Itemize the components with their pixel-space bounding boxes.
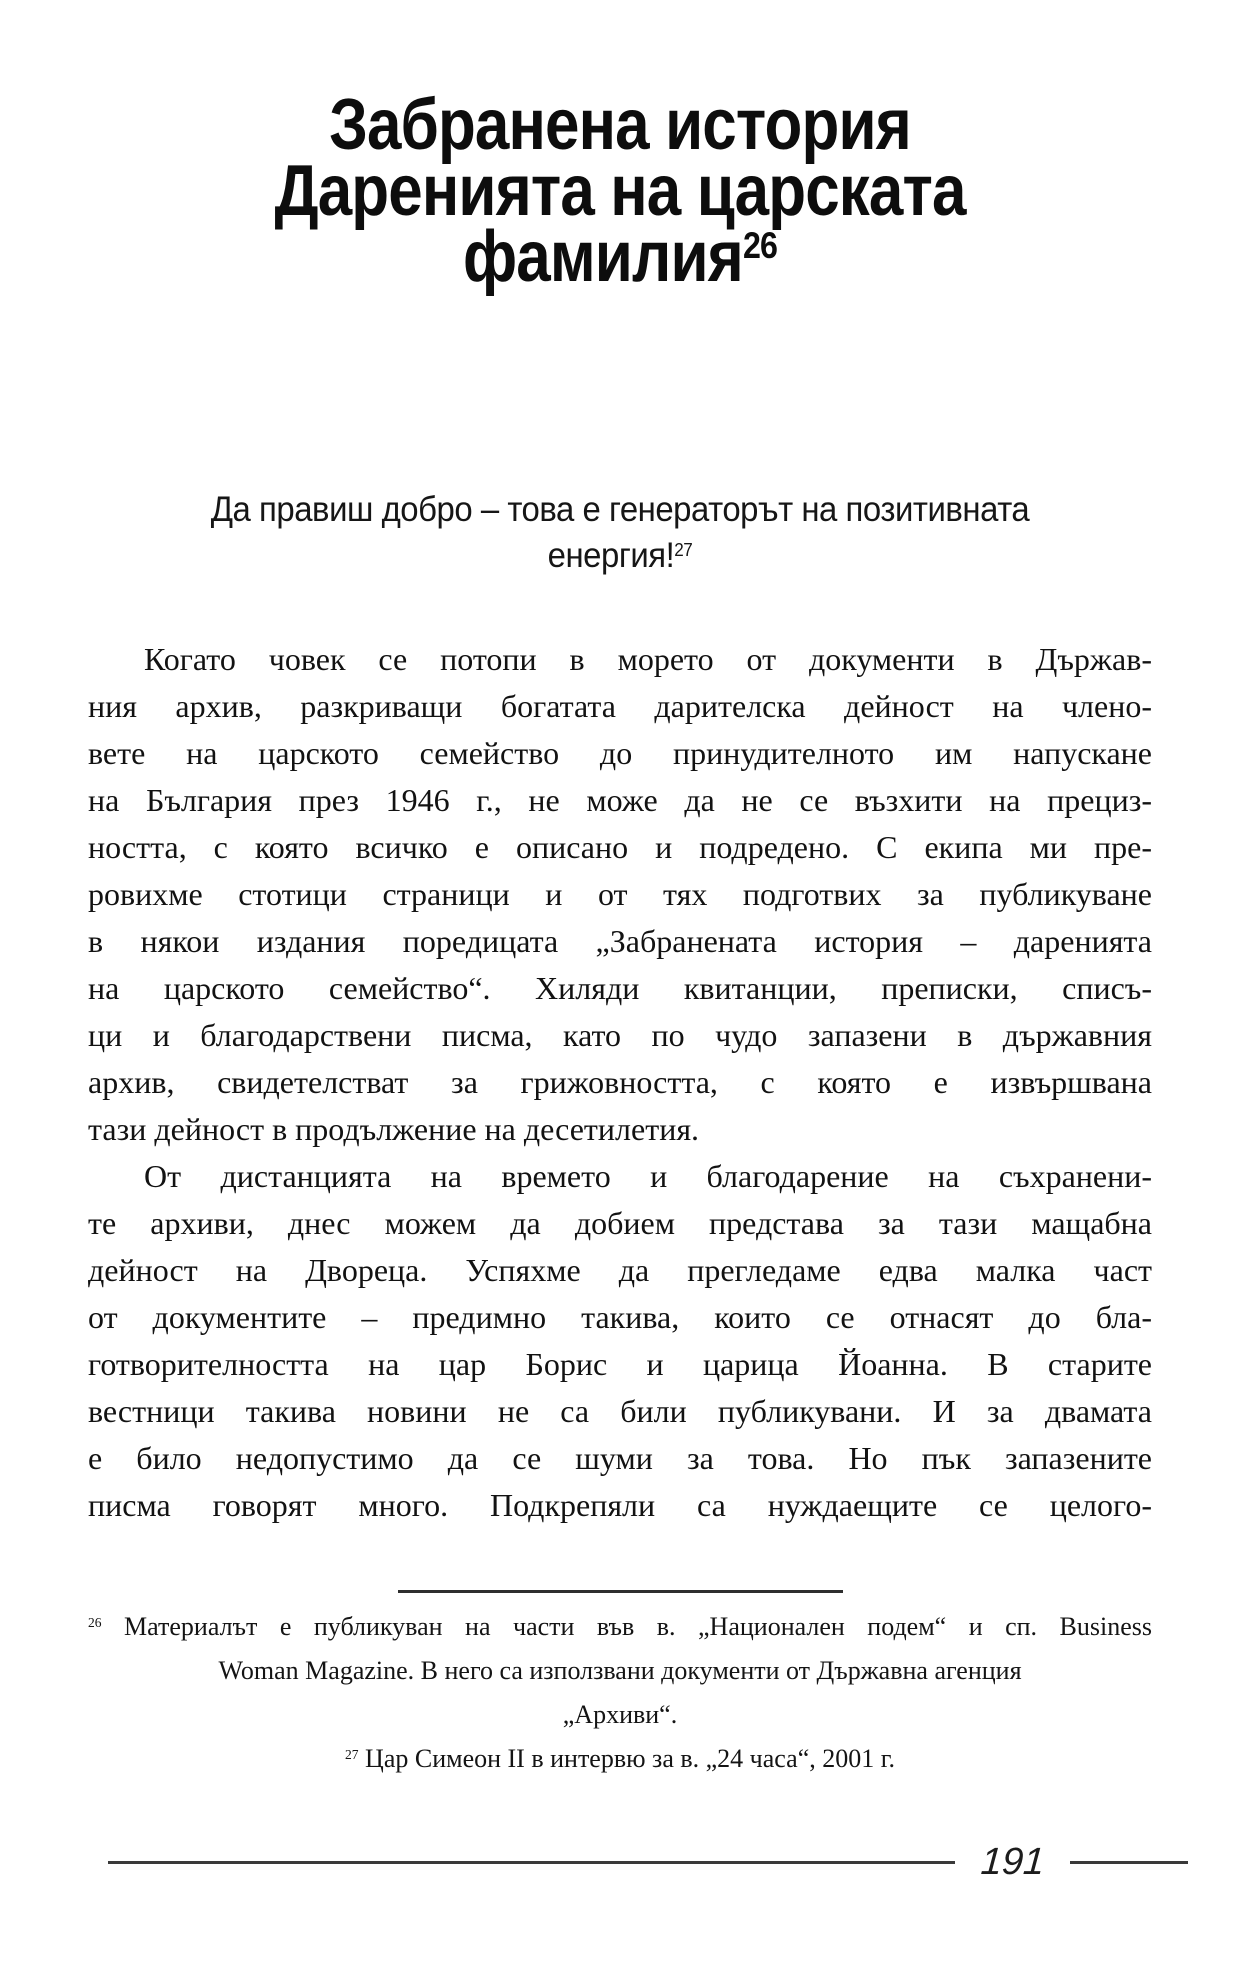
footnote-separator-rule — [398, 1590, 843, 1593]
body-line: те архиви, днес можем да добием представа за тази мащабна — [88, 1205, 1152, 1241]
body-text — [88, 636, 1152, 1529]
body-line: ци и благодарствени писма, като по чудо запазени в държавния — [88, 1017, 1152, 1053]
body-line: ността, с която всичко е описано и подредено. С екипа ми пре- — [88, 829, 1152, 865]
epigraph-line-1: Да правиш добро – това е генераторът на позитивната — [210, 490, 1030, 529]
body-line: Когато човек се потопи в морето от документи в Държав- — [144, 641, 1152, 677]
footnote-26-line-2: Woman Magazine. В него са използвани документи от Държавна агенция — [218, 1656, 1022, 1685]
body-line: е било недопустимо да се шуми за това. Но пък запазените — [88, 1440, 1152, 1476]
footnote-26-ref: 26 — [88, 1614, 102, 1630]
epigraph — [88, 487, 1152, 579]
body-line: вете на царското семейство до принудителното им напускане — [88, 735, 1152, 771]
body-line: От дистанцията на времето и благодарение на съхранени- — [144, 1158, 1152, 1194]
title-line-3-text: фамилия — [462, 217, 743, 297]
epigraph-line-2 — [120, 533, 1120, 579]
footnote-27-line — [88, 1737, 1152, 1781]
footnotes — [88, 1590, 1152, 1781]
footnote-26-text: Материалът е публикуван на части във в. „Национален подем“ и сп. Business — [124, 1612, 1153, 1641]
page-number: 191 — [979, 1841, 1046, 1883]
body-line: вестници такива новини не са били публикувани. И за двамата — [88, 1393, 1152, 1429]
body-line: в някои издания поредицата „Забранената история – даренията — [88, 923, 1152, 959]
footer-rule-left — [108, 1861, 955, 1864]
body-line: ния архив, разкриващи богатата дарителска дейност на члено- — [88, 688, 1152, 724]
footer-rule-right — [1070, 1861, 1188, 1864]
title-line-3 — [162, 217, 1077, 297]
body-line: от документите – предимно такива, които се отнасят до бла- — [88, 1299, 1152, 1335]
footnote-27-ref: 27 — [345, 1746, 359, 1762]
body-line: дейност на Двореца. Успяхме да прегледаме едва малка част — [88, 1252, 1152, 1288]
footnote-26-line-1 — [88, 1605, 1152, 1649]
body-line: готворителността на цар Борис и царица Йоанна. В старите — [88, 1346, 1152, 1382]
body-line: ровихме стотици страници и от тях подготвих за публикуване — [88, 876, 1152, 912]
body-line: на царското семейство“. Хиляди квитанции, преписки, списъ- — [88, 970, 1152, 1006]
footnote-27-text: Цар Симеон II в интервю за в. „24 часа“, 2001 г. — [365, 1744, 895, 1773]
body-line: тази дейност в продължение на десетилетия. — [88, 1111, 700, 1147]
epigraph-line-2-text: енергия! — [547, 536, 675, 575]
body-line: писма говорят много. Подкрепяли са нуждаещите се целого- — [88, 1487, 1152, 1523]
title-footnote-ref: 26 — [742, 223, 778, 266]
title-line-2: Даренията на царската — [274, 151, 966, 231]
footnote-26-line-3: „Архиви“. — [562, 1700, 678, 1729]
chapter-title — [88, 85, 1152, 297]
body-line: архив, свидетелстват за грижовността, с която е извършвана — [88, 1064, 1152, 1100]
title-line-1: Забранена история — [329, 85, 911, 165]
epigraph-footnote-ref: 27 — [674, 539, 693, 560]
body-line: на България през 1946 г., не може да не се възхити на прециз- — [88, 782, 1152, 818]
page-footer — [108, 1838, 1188, 1886]
